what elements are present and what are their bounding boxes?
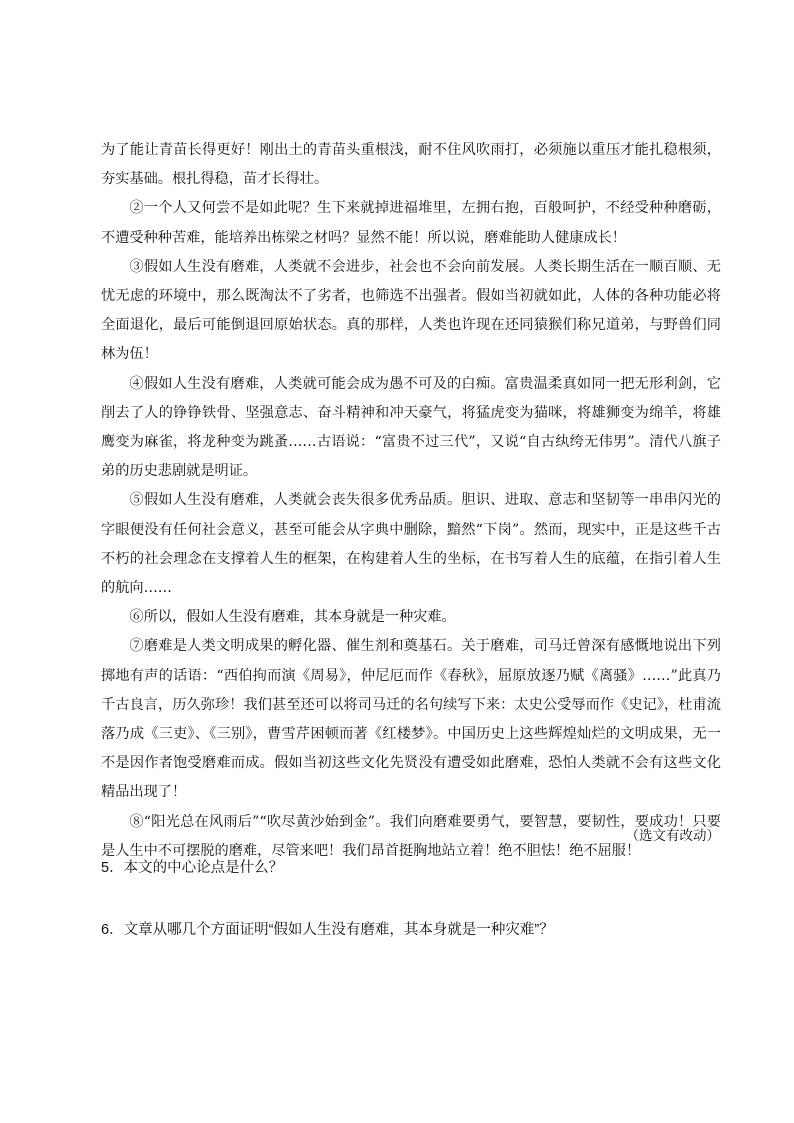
question-5: 5．本文的中心论点是什么？ [101, 860, 284, 876]
article-body [101, 136, 721, 866]
article-paragraph-3: ③假如人生没有磨难，人类就不会进步，社会也不会向前发展。人类长期生活在一顺百顺、无忧无虑的环境中，那么既淘汰不了劣者，也筛选不出强者。假如当初就如此，人体的各种功能必将全面退化，最后可能倒退回原始状态。真的那样，人类也许现在还同猿猴们称兄道弟，与野兽们同林为伍！ [101, 258, 721, 363]
article-paragraph-1: 为了能让青苗长得更好！刚出土的青苗头重根浅，耐不住风吹雨打，必须施以重压才能扎稳根须，夯实基础。根扎得稳，苗才长得壮。 [101, 142, 721, 188]
question-6: 6．文章从哪几个方面证明“假如人生没有磨难，其本身就是一种灾难”？ [101, 922, 554, 938]
article-paragraph-8: ⑧“阳光总在风雨后”“吹尽黄沙始到金”。我们向磨难要勇气，要智慧，要韧性，要成功！只要是人生中不可摆脱的磨难，尽管来吧！我们昂首挺胸地站立着！绝不胆怯！绝不屈服！ [101, 813, 721, 859]
article-paragraph-2: ②一个人又何尝不是如此呢？生下来就掉进福堆里，左拥右抱，百般呵护，不经受种种磨砺，不遭受种种苦难，能培养出栋梁之材吗？显然不能！所以说，磨难能助人健康成长！ [101, 200, 721, 246]
source-note: （选文有改动） [625, 828, 720, 843]
article-paragraph-7: ⑦磨难是人类文明成果的孵化器、催生剂和奠基石。关于磨难，司马迁曾深有感慨地说出下列掷地有声的话语：“西伯拘而演《周易》，仲尼厄而作《春秋》，屈原放逐乃赋《离骚》……”此真乃千古良言，历久弥珍！我们甚至还可以将司马迁的名句续写下来：太史公受辱而作《史记》，杜甫流落乃成《三吏》、《三别》，曹雪芹困顿而著《红楼梦》。中国历史上这些辉煌灿烂的文明成果，无一不是因作者饱受磨难而成。假如当初这些文化先贤没有遭受如此磨难，恐怕人类就不会有这些文化精品出现了！ [101, 638, 721, 801]
article-paragraph-6: ⑥所以，假如人生没有磨难，其本身就是一种灾难。 [129, 609, 456, 626]
article-paragraph-5: ⑤假如人生没有磨难，人类就会丧失很多优秀品质。胆识、进取、意志和坚韧等一串串闪光的字眼便没有任何社会意义，甚至可能会从字典中删除，黯然“下岗”。然而，现实中，正是这些千古不朽的社会理念在支撑着人生的框架，在构建着人生的坐标，在书写着人生的底蕴，在指引着人生的航向…… [101, 492, 721, 597]
article-paragraph-4: ④假如人生没有磨难，人类就可能会成为愚不可及的白痴。富贵温柔真如同一把无形利剑，它削去了人的铮铮铁骨、坚强意志、奋斗精神和冲天豪气，将猛虎变为猫咪，将雄狮变为绵羊，将雄鹰变为麻雀，将龙种变为跳蚤……古语说：“富贵不过三代”，又说“自古纨绔无伟男”。清代八旗子弟的历史悲剧就是明证。 [101, 375, 721, 480]
